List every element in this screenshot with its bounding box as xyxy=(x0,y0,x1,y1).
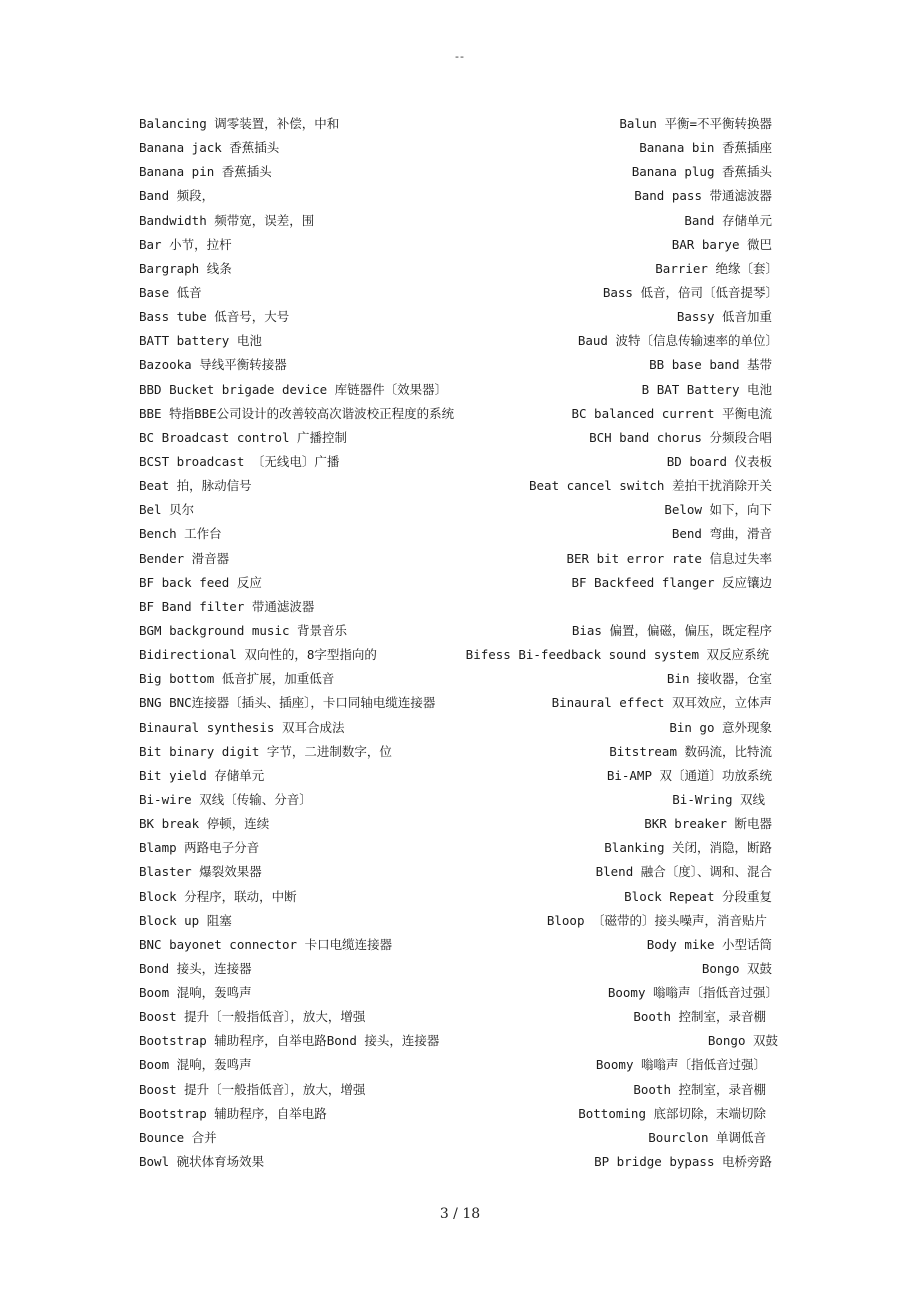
glossary-term-right: Banana bin 香蕉插座 xyxy=(639,140,772,156)
glossary-term-right: Blanking 关闭，消隐，断路 xyxy=(604,840,772,856)
glossary-term-left: BBD Bucket brigade device 库链器件〔效果器〕 xyxy=(139,381,448,397)
glossary-row xyxy=(0,184,920,208)
glossary-row xyxy=(0,1029,920,1053)
glossary-term-left: Bit yield 存储单元 xyxy=(139,767,265,783)
glossary-term-left: Beat 拍，脉动信号 xyxy=(139,478,252,494)
glossary-term-right: BF Backfeed flanger 反应镶边 xyxy=(571,574,772,590)
glossary-row xyxy=(0,716,920,740)
glossary-row xyxy=(0,233,920,257)
glossary-row xyxy=(0,522,920,546)
glossary-term-right: BER bit error rate 信息过失率 xyxy=(566,550,772,566)
glossary-row xyxy=(0,764,920,788)
glossary-term-right: BC balanced current 平衡电流 xyxy=(571,405,772,421)
glossary-row xyxy=(0,691,920,715)
glossary-row xyxy=(0,619,920,643)
glossary-term-right: BP bridge bypass 电桥旁路 xyxy=(594,1154,772,1170)
glossary-term-right: Bottoming 底部切除，末端切除 xyxy=(578,1105,766,1121)
glossary-term-right: Balun 平衡=不平衡转换器 xyxy=(619,116,772,131)
glossary-row xyxy=(0,353,920,377)
glossary-term-left: BF back feed 反应 xyxy=(139,574,262,590)
glossary-term-right: Binaural effect 双耳效应，立体声 xyxy=(551,695,772,711)
glossary-row xyxy=(0,305,920,329)
glossary-row xyxy=(0,547,920,571)
glossary-term-left: Bazooka 导线平衡转接器 xyxy=(139,357,287,373)
glossary-row xyxy=(0,1126,920,1150)
glossary-term-right: Band pass 带通滤波器 xyxy=(634,188,772,204)
glossary-term-right: Bongo 双鼓 xyxy=(707,1033,778,1049)
glossary-term-left: Bidirectional 双向性的，8字型指向的 xyxy=(139,647,377,663)
glossary-term-right: B BAT Battery 电池 xyxy=(641,381,772,397)
glossary-row xyxy=(0,595,920,619)
glossary-term-left: BNC bayonet connector 卡口电缆连接器 xyxy=(139,936,393,952)
glossary-row xyxy=(0,740,920,764)
glossary-term-right: Bi-Wring 双线 xyxy=(672,791,765,807)
glossary-row xyxy=(0,474,920,498)
glossary-term-left: BF Band filter 带通滤波器 xyxy=(139,598,315,614)
glossary-term-left: Bowl 碗状体育场效果 xyxy=(139,1154,265,1170)
glossary-term-left: BGM background music 背景音乐 xyxy=(139,622,348,638)
glossary-term-right: Bourclon 单调低音 xyxy=(648,1129,766,1145)
glossary-term-right: Bi-AMP 双〔通道〕功放系统 xyxy=(606,767,772,783)
glossary-row xyxy=(0,160,920,184)
glossary-term-left: Bond 接头，连接器 xyxy=(139,960,252,976)
glossary-term-left: Bass tube 低音号，大号 xyxy=(139,309,290,325)
glossary-term-left: Bar 小节，拉杆 xyxy=(139,236,232,252)
glossary-term-right: Below 如下，向下 xyxy=(664,502,772,518)
glossary-term-left: Bench 工作台 xyxy=(139,526,222,542)
glossary-term-left: BCST broadcast 〔无线电〕广播 xyxy=(139,453,340,469)
glossary-term-left: Boost 提升〔一般指低音〕，放大，增强 xyxy=(139,1009,366,1025)
glossary-term-right: Block Repeat 分段重复 xyxy=(624,888,772,904)
glossary-term-right: Bitstream 数码流，比特流 xyxy=(609,743,772,759)
glossary-term-left: Binaural synthesis 双耳合成法 xyxy=(139,719,345,735)
glossary-row xyxy=(0,426,920,450)
glossary-term-left: BC Broadcast control 广播控制 xyxy=(139,429,348,445)
glossary-row xyxy=(0,1102,920,1126)
glossary-term-left: BBE 特指BBE公司设计的改善较高次谐波校正程度的系统 xyxy=(139,405,455,421)
glossary-row xyxy=(0,209,920,233)
glossary-term-left: Bounce 合并 xyxy=(139,1129,217,1145)
glossary-row xyxy=(0,402,920,426)
glossary-row xyxy=(0,812,920,836)
glossary-row xyxy=(0,788,920,812)
glossary-term-right: BAR barye 微巴 xyxy=(671,236,772,252)
glossary-row xyxy=(0,1078,920,1102)
glossary-row xyxy=(0,450,920,474)
glossary-row xyxy=(0,1053,920,1077)
glossary-term-right: Beat cancel switch 差拍干扰消除开关 xyxy=(529,478,772,494)
glossary-term-left: Balancing 调零装置，补偿，中和 xyxy=(139,116,340,131)
glossary-term-right: Booth 控制室，录音棚 xyxy=(633,1081,766,1097)
glossary-row xyxy=(0,112,920,136)
glossary-term-left: Bandwidth 频带宽，误差，围 xyxy=(139,212,315,228)
glossary-row xyxy=(0,1005,920,1029)
glossary-row xyxy=(0,933,920,957)
glossary-row xyxy=(0,257,920,281)
glossary-row xyxy=(0,909,920,933)
glossary-term-left: Block up 阻塞 xyxy=(139,912,232,928)
page-number: 3 / 18 xyxy=(439,1206,481,1222)
glossary-term-right: Bass 低音，倍司〔低音提琴〕 xyxy=(602,284,778,300)
glossary-term-right: Barrier 绝缘〔套〕 xyxy=(655,260,778,276)
glossary-term-left: Band 频段， xyxy=(139,188,215,204)
glossary-term-left: Bit binary digit 字节，二进制数字，位 xyxy=(139,743,392,759)
glossary-term-right: BD board 仪表板 xyxy=(666,453,772,469)
glossary-term-right: Bloop 〔磁带的〕接头噪声，消音贴片 xyxy=(546,912,767,928)
glossary-term-left: Boom 混响，轰鸣声 xyxy=(139,985,252,1001)
glossary-term-right: Bin go 意外现象 xyxy=(669,719,772,735)
glossary-row xyxy=(0,281,920,305)
glossary-term-right: Band 存储单元 xyxy=(684,212,772,228)
glossary-term-left: Bel 贝尔 xyxy=(139,502,195,518)
glossary-term-right: BB base band 基带 xyxy=(649,357,772,373)
glossary-term-left: Block 分程序，联动，中断 xyxy=(139,888,297,904)
glossary-row xyxy=(0,885,920,909)
glossary-row xyxy=(0,836,920,860)
glossary-term-left: Bender 滑音器 xyxy=(139,550,230,566)
glossary-term-right: Blend 融合〔度〕、调和、混合 xyxy=(595,864,772,880)
glossary-term-right: BKR breaker 断电器 xyxy=(644,816,772,832)
glossary-row xyxy=(0,667,920,691)
glossary-term-left: Banana pin 香蕉插头 xyxy=(139,164,272,180)
glossary-row xyxy=(0,957,920,981)
glossary-term-left: Bi-wire 双线〔传输、分音〕 xyxy=(139,791,312,807)
glossary-term-right: Bassy 低音加重 xyxy=(676,309,772,325)
glossary-term-left: Banana jack 香蕉插头 xyxy=(139,140,280,156)
glossary-row xyxy=(0,378,920,402)
glossary-term-left: BNG BNC连接器〔插头、插座〕，卡口同轴电缆连接器 xyxy=(139,695,436,711)
header-mark: -- xyxy=(455,50,465,63)
glossary-term-right: Bend 弯曲，滑音 xyxy=(671,526,772,542)
glossary-term-right: Boomy 嗡嗡声〔指低音过强〕 xyxy=(607,985,778,1001)
glossary-term-left: Base 低音 xyxy=(139,284,202,300)
glossary-term-right: Bifess Bi-feedback sound system 双反应系统 xyxy=(465,647,769,663)
glossary-term-left: Bootstrap 辅助程序，自举电路Bond 接头，连接器 xyxy=(139,1033,440,1049)
glossary-term-left: Bootstrap 辅助程序，自举电路 xyxy=(139,1105,327,1121)
glossary-term-right: Banana plug 香蕉插头 xyxy=(631,164,772,180)
glossary-term-right: Boomy 嗡嗡声〔指低音过强〕 xyxy=(595,1057,766,1073)
glossary-term-left: Blamp 两路电子分音 xyxy=(139,840,260,856)
glossary-row xyxy=(0,643,920,667)
glossary-term-right: Bin 接收器，仓室 xyxy=(666,671,772,687)
glossary-term-right: Body mike 小型话筒 xyxy=(646,936,772,952)
glossary-row xyxy=(0,329,920,353)
glossary-row xyxy=(0,498,920,522)
glossary-term-left: Boom 混响，轰鸣声 xyxy=(139,1057,252,1073)
glossary-term-right: Bongo 双鼓 xyxy=(701,960,772,976)
glossary-row xyxy=(0,571,920,595)
glossary-row xyxy=(0,136,920,160)
glossary-term-left: Boost 提升〔一般指低音〕，放大，增强 xyxy=(139,1081,366,1097)
glossary-term-right: Booth 控制室，录音棚 xyxy=(633,1009,766,1025)
glossary-term-left: BK break 停顿，连续 xyxy=(139,816,270,832)
glossary-term-right: BCH band chorus 分频段合唱 xyxy=(589,429,772,445)
glossary-term-right: Bias 偏置，偏磁，偏压，既定程序 xyxy=(571,622,772,638)
glossary-term-right: Baud 波特〔信息传输速率的单位〕 xyxy=(577,333,778,349)
glossary-row xyxy=(0,1150,920,1174)
glossary-entries xyxy=(0,112,920,1174)
glossary-row xyxy=(0,981,920,1005)
glossary-term-left: Blaster 爆裂效果器 xyxy=(139,864,262,880)
glossary-term-left: Bargraph 线条 xyxy=(139,260,232,276)
glossary-term-left: BATT battery 电池 xyxy=(139,333,262,349)
glossary-term-left: Big bottom 低音扩展，加重低音 xyxy=(139,671,335,687)
glossary-row xyxy=(0,860,920,884)
